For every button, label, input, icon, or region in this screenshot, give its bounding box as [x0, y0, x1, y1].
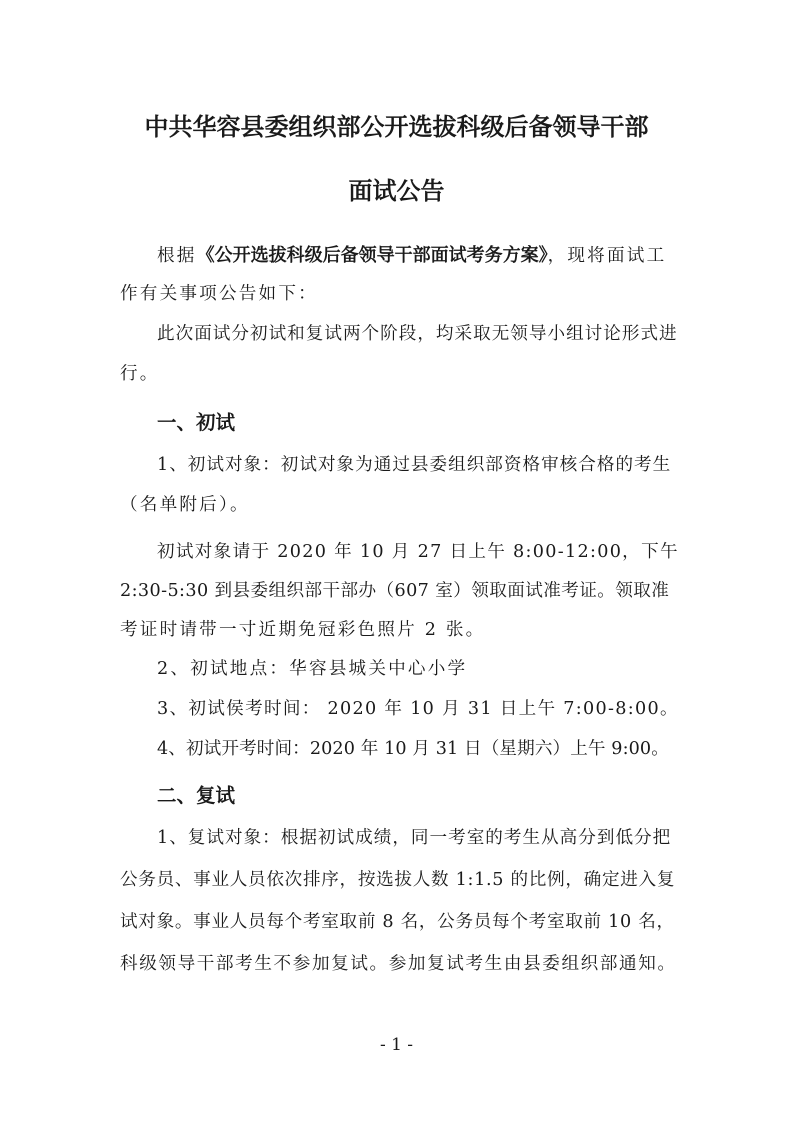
- overview-line: 行。: [120, 364, 160, 384]
- section1-item1-cont: （名单附后）。: [120, 495, 250, 515]
- section2-item1-cont: 公务员、事业人员依次排序，按选拔人数 1:1.5 的比例，确定进入复: [120, 870, 676, 890]
- section1-item2: 2、初试地点：华容县城关中心小学: [157, 659, 468, 679]
- intro-suffix: ，现将面试工: [547, 246, 667, 266]
- intro-paragraph: [157, 244, 678, 268]
- section1-paragraph: 初试对象请于 2020 年 10 月 27 日上午 8:00-12:00，下午: [157, 542, 679, 562]
- document-subtitle: 面试公告: [348, 177, 445, 205]
- overview-line: 此次面试分初试和复试两个阶段，均采取无领导小组讨论形式进: [157, 324, 678, 344]
- page-number: - 1 -: [379, 1035, 414, 1055]
- intro-prefix: 根据: [157, 246, 197, 266]
- section1-item3: 3、初试侯考时间： 2020 年 10 月 31 日上午 7:00-8:00。: [157, 699, 679, 719]
- document-title: 中共华容县委组织部公开选拔科级后备领导干部: [144, 113, 649, 141]
- section1-paragraph-cont: 考证时请带一寸近期免冠彩色照片 2 张。: [120, 620, 486, 640]
- section2-item1: 1、复试对象：根据初试成绩，同一考室的考生从高分到低分把: [157, 828, 672, 848]
- section1-item4: 4、初试开考时间：2020 年 10 月 31 日（星期六）上午 9:00。: [157, 739, 669, 759]
- intro-doc-name: 《公开选拔科级后备领导干部面试考务方案》: [196, 245, 548, 266]
- section2-item1-cont: 试对象。事业人员每个考室取前 8 名，公务员每个考室取前 10 名，: [120, 912, 675, 932]
- section1-item1: 1、初试对象：初试对象为通过县委组织部资格审核合格的考生: [157, 455, 672, 475]
- section1-paragraph-cont: 2:30-5:30 到县委组织部干部办（607 室）领取面试准考证。领取准: [120, 581, 670, 601]
- section-heading-second-round: 二、复试: [157, 784, 236, 807]
- section-heading-preliminary: 一、初试: [157, 411, 236, 434]
- section2-item1-cont: 科级领导干部考生不参加复试。参加复试考生由县委组织部通知。: [120, 954, 677, 974]
- intro-continuation: 作有关事项公告如下：: [120, 284, 318, 304]
